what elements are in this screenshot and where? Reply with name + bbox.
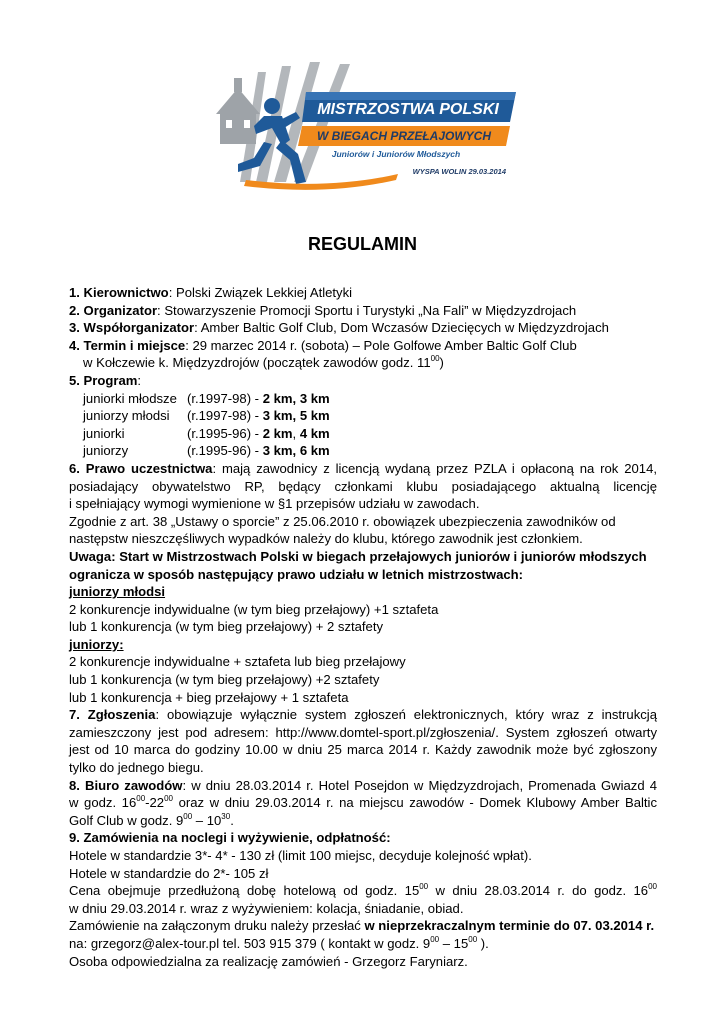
- text: oraz w dniu 29.03.2014 r. na miejscu zawodów - Domek Klubowy Amber Baltic: [173, 795, 657, 811]
- program-category: juniorzy: [83, 443, 129, 459]
- section-7-line: tylko do jednego biegu.: [69, 760, 204, 776]
- program-distance: 4 km: [299, 425, 330, 441]
- section-2-label: 2. Organizator: [69, 302, 158, 318]
- section-9-label: 9. Zamówienia na noclegi i wyżywienie, odpłatność:: [69, 830, 391, 846]
- junior-younger-heading: juniorzy młodsi: [69, 584, 166, 600]
- text: Golf Club w godz. 9: [69, 812, 184, 828]
- event-logo: [198, 62, 528, 197]
- section-4-line2: [69, 354, 657, 372]
- section-4-text: : 29 marzec 2014 r. (sobota) – Pole Golfowe Amber Baltic Golf Club: [185, 337, 577, 353]
- text: .: [230, 812, 234, 828]
- section-7-line: jest od 10 marca do godziny 10.00 w dniu 25 marca 2014 r. Każdy zawodnik może być zgłoszony: [69, 742, 657, 758]
- section-1: [69, 284, 657, 302]
- section-9-line: w dniu 29.03.2014 r. wraz z wyżywieniem: kolacja, śniadanie, obiad.: [69, 900, 464, 916]
- section-8-line: [69, 794, 657, 812]
- section-4-label: 4. Termin i miejsce: [69, 337, 186, 353]
- superscript: 00: [183, 811, 193, 821]
- section-4: [69, 337, 657, 355]
- section-7-line: zamieszczony jest pod adresem: http://www.domtel-sport.pl/zgłoszenia/. System zgłoszeń otwarty: [69, 724, 657, 740]
- program-distance: 3 km: [262, 443, 293, 459]
- section-6-label: 6. Prawo uczestnictwa: [69, 460, 213, 476]
- section-7: [69, 706, 657, 724]
- superscript: 00: [430, 354, 440, 364]
- rule-line: lub 1 konkurencja + bieg przełajowy + 1 sztafeta: [69, 689, 349, 705]
- section-5-colon: :: [137, 372, 142, 388]
- program-distance: 5 km: [299, 408, 330, 424]
- program-years: (r.1995-96) -: [187, 443, 263, 459]
- program-distance: 3 km: [299, 390, 330, 406]
- section-5-label: 5. Program: [69, 372, 138, 388]
- section-2-text: : Stowarzyszenie Promocji Sportu i Turystyki „Na Fali” w Międzyzdrojach: [157, 302, 577, 318]
- logo-line3: Juniorów i Juniorów Młodszych: [331, 149, 461, 159]
- program-separator: ,: [292, 425, 300, 441]
- contact-text: na: grzegorz@alex-tour.pl tel. 503 915 379 ( kontakt w godz. 9: [69, 935, 431, 951]
- logo-banner: [298, 92, 516, 176]
- text: ).: [477, 935, 489, 951]
- section-6-line: posiadający obywatelstwo RP, będący członkami klubu posiadającego aktualną licencję: [69, 478, 657, 494]
- superscript: 00: [164, 794, 173, 804]
- logo-line4: WYSPA WOLIN 29.03.2014: [412, 167, 506, 176]
- section-3-text: : Amber Baltic Golf Club, Dom Wczasów Dziecięcych w Międzyzdrojach: [194, 320, 609, 336]
- section-1-text: : Polski Związek Lekkiej Atletyki: [168, 285, 353, 300]
- junior-heading: juniorzy:: [69, 636, 124, 652]
- section-9-line: Osoba odpowiedzialna za realizację zamówień - Grzegorz Faryniarz.: [69, 953, 468, 969]
- superscript: 00: [136, 794, 146, 804]
- program-row: [69, 442, 657, 460]
- text: Cena obejmuje przedłużoną dobę hotelową od godz. 15: [69, 883, 420, 899]
- section-9-contact: [69, 935, 657, 953]
- program-distance: 2 km: [262, 425, 293, 441]
- program-row: [69, 390, 657, 408]
- text: -22: [145, 795, 165, 811]
- program-distance: 6 km: [299, 443, 330, 459]
- section-1-label: 1. Kierownictwo: [69, 285, 169, 300]
- program-category: juniorki: [83, 425, 125, 441]
- superscript: 00: [468, 934, 478, 944]
- rule-line: lub 1 konkurencja (w tym bieg przełajowy) + 2 sztafety: [69, 619, 384, 635]
- program-years: (r.1995-96) -: [187, 425, 263, 441]
- program-category: juniorzy młodsi: [83, 408, 170, 424]
- superscript: 30: [221, 811, 231, 821]
- section-6: [69, 460, 657, 478]
- section-8-line: [69, 812, 657, 830]
- section-4-close: ): [439, 355, 444, 371]
- program-separator: ,: [292, 443, 300, 459]
- program-years: (r.1997-98) -: [187, 390, 263, 406]
- note-line: Uwaga: Start w Mistrzostwach Polski w biegach przełajowych juniorów i juniorów młodszych: [69, 548, 647, 564]
- section-6-line: Zgodnie z art. 38 „Ustawy o sporcie” z 25.06.2010 r. obowiązek ubezpieczenia zawodników od: [69, 513, 616, 529]
- section-9-line: Hotele w standardzie 3*- 4* - 130 zł (limit 100 miejsc, decyduje kolejność wpłat).: [69, 848, 532, 863]
- section-3: [69, 319, 657, 337]
- section-6-line: i spełniający wymogi wymienione w §1 przepisów udziału w zawodach.: [69, 496, 480, 512]
- section-6-line: : mają zawodnicy z licencją wydaną przez PZLA i opłaconą na rok 2014,: [212, 460, 657, 476]
- section-3-label: 3. Współorganizator: [69, 320, 195, 336]
- section-7-label: 7. Zgłoszenia: [69, 707, 156, 723]
- program-row: [69, 425, 657, 443]
- section-8-line: : w dniu 28.03.2014 r. Hotel Posejdon w Międzyzdrojach, Promenada Gwiazd 4: [182, 777, 657, 793]
- note-line: ogranicza w sposób następujący prawo udziału w letnich mistrzostwach:: [69, 566, 524, 582]
- section-9-line: [69, 917, 657, 935]
- program-category: juniorki młodsze: [83, 390, 177, 406]
- document-title: REGULAMIN: [308, 234, 417, 254]
- section-2: [69, 302, 657, 320]
- section-7-line: : obowiązuje wyłącznie system zgłoszeń elektronicznych, który wraz z instrukcją: [155, 707, 657, 723]
- rule-line: lub 1 konkurencja (w tym bieg przełajowy) +2 sztafety: [69, 672, 380, 688]
- text: w dniu 28.03.2014 r. do godz. 16: [428, 883, 649, 899]
- logo-line2: W BIEGACH PRZEŁAJOWYCH: [317, 129, 491, 143]
- superscript: 00: [648, 882, 657, 892]
- program-distance: 3 km: [262, 408, 293, 424]
- program-distance: 2 km: [262, 390, 293, 406]
- text: w godz. 16: [69, 795, 137, 811]
- superscript: 00: [430, 934, 440, 944]
- program-years: (r.1997-98) -: [187, 408, 263, 424]
- logo-line1: MISTRZOSTWA POLSKI: [317, 101, 499, 118]
- text: – 10: [192, 812, 222, 828]
- section-5: [69, 372, 657, 390]
- text: Zamówienie na załączonym druku należy przesłać: [69, 918, 365, 934]
- section-4-location: w Kołczewie k. Międzyzdrojów (początek zawodów godz. 11: [83, 355, 431, 371]
- regulations-body: [69, 284, 657, 970]
- deadline: w nieprzekraczalnym terminie do 07. 03.2014 r.: [364, 918, 655, 934]
- section-8: [69, 777, 657, 795]
- rule-line: 2 konkurencje indywidualne + sztafeta lub bieg przełajowy: [69, 654, 406, 670]
- section-9-line: Hotele w standardzie do 2*- 105 zł: [69, 865, 269, 881]
- rule-line: 2 konkurencje indywidualne (w tym bieg przełajowy) +1 sztafeta: [69, 601, 439, 617]
- superscript: 00: [419, 882, 429, 892]
- section-8-label: 8. Biuro zawodów: [69, 777, 183, 793]
- building-icon: [216, 78, 260, 144]
- text: – 15: [439, 935, 469, 951]
- program-row: [69, 407, 657, 425]
- section-6-line: następstw nieszczęśliwych wypadków należy do klubu, którego zawodnik jest członkiem.: [69, 531, 583, 547]
- program-separator: ,: [292, 408, 300, 424]
- section-9-line: [69, 882, 657, 900]
- program-separator: ,: [292, 390, 300, 406]
